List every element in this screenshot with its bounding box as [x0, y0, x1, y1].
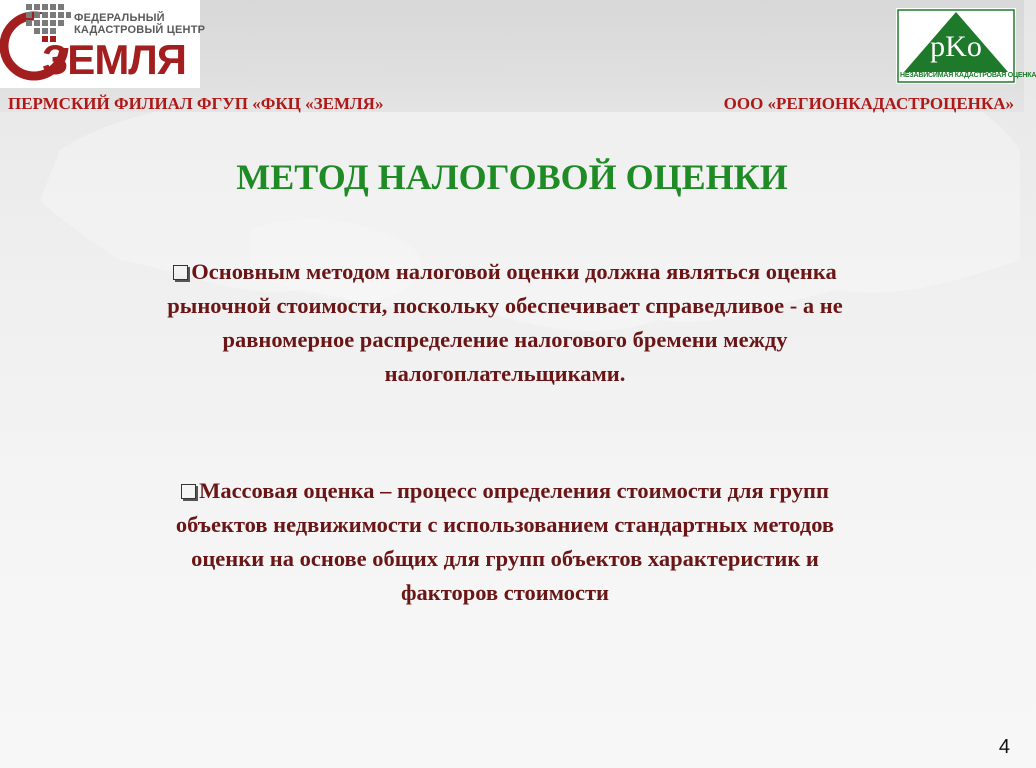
rko-caption: НЕЗАВИСИМАЯ КАДАСТРОВАЯ ОЦЕНКА	[900, 72, 1036, 79]
bullet-paragraph-1	[150, 255, 860, 391]
checkbox-bullet-icon	[181, 484, 196, 499]
rko-logo	[896, 8, 1036, 84]
logo-line-2: КАДАСТРОВЫЙ ЦЕНТР	[74, 24, 206, 36]
slide-title: МЕТОД НАЛОГОВОЙ ОЦЕНКИ	[236, 157, 788, 197]
rko-mark: pKo	[930, 30, 982, 63]
bullet-paragraph-2	[150, 474, 860, 610]
zemlya-logo	[0, 0, 206, 88]
logo-line-1: ФЕДЕРАЛЬНЫЙ	[74, 12, 165, 24]
page-number: 4	[998, 736, 1010, 758]
checkbox-bullet-icon	[173, 265, 188, 280]
logo-word: ЗЕМЛЯ	[42, 36, 186, 83]
branch-left-label: ПЕРМСКИЙ ФИЛИАЛ ФГУП «ФКЦ «ЗЕМЛЯ»	[8, 94, 384, 113]
branch-right-label: ООО «РЕГИОНКАДАСТРОЦЕНКА»	[723, 94, 1014, 113]
bullet-text-1: Основным методом налоговой оценки должна являться оценка рыночной стоимости, поскольку обеспечивает справедливое - а не равномерное распределение налогового бремени между налогоплательщиками.	[167, 259, 843, 386]
bullet-text-2: Массовая оценка – процесс определения стоимости для групп объектов недвижимости с использованием стандартных методов оценки на основе общих для групп объектов характеристик и факторов стоимости	[175, 478, 835, 605]
